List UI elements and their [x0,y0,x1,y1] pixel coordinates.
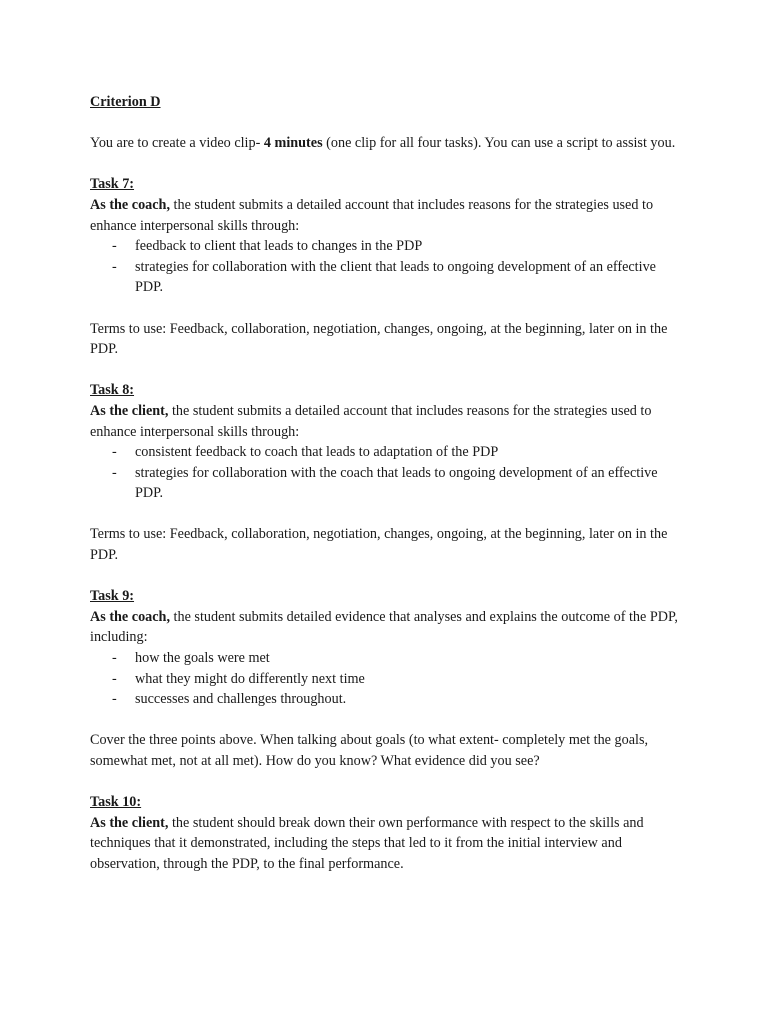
task-description-text: the student should break down their own performance with respect to the skills and techniques that it demonstrated, including the steps that led to it from the initial interview and observation, through the PDP, to the final performance. [90,814,644,872]
list-item [90,236,680,257]
task-role: As the client, [90,402,169,419]
task-description-text: the student submits a detailed account that includes reasons for the strategies used to enhance interpersonal skills through: [90,402,652,440]
list-item [90,669,680,690]
list-item-text: strategies for collaboration with the client that leads to ongoing development of an effective PDP. [135,258,656,296]
dash-marker: - [112,464,117,481]
task-note: Terms to use: Feedback, collaboration, negotiation, changes, ongoing, at the beginning, later on in the PDP. [90,320,668,358]
dash-marker: - [112,238,117,255]
task-description-text: the student submits detailed evidence that analyses and explains the outcome of the PDP, including: [90,608,678,646]
intro-duration: 4 minutes [263,135,323,152]
task-description [90,607,680,648]
dash-marker: - [112,444,117,461]
intro-text-start: You are to create a video clip- [90,135,264,152]
list-item-text: how the goals were met [135,650,270,667]
list-item [90,689,680,710]
list-item [90,648,680,669]
list-item-text: what they might do differently next time [135,670,365,687]
dash-marker: - [112,258,117,275]
document-page [90,92,680,895]
list-item [90,257,680,298]
dash-marker: - [112,691,117,708]
task-section-10 [90,792,680,874]
task-note: Terms to use: Feedback, collaboration, negotiation, changes, ongoing, at the beginning, later on in the PDP. [90,526,668,564]
task-section-7 [90,174,680,298]
task-description [90,401,680,442]
task-title: Task 8: [90,382,135,399]
list-item-text: strategies for collaboration with the coach that leads to ongoing development of an effective PDP. [135,464,658,502]
task-bullet-list [90,648,680,710]
task-title: Task 9: [90,588,135,605]
task-description [90,813,680,875]
task-section-9 [90,586,680,710]
document-heading: Criterion D [90,94,161,110]
list-item-text: consistent feedback to coach that leads to adaptation of the PDP [135,444,499,461]
dash-marker: - [112,650,117,667]
intro-paragraph [90,133,680,154]
task-title: Task 7: [90,176,135,193]
task-bullet-list [90,442,680,504]
intro-text-end: (one clip for all four tasks). You can use a script to assist you. [322,135,676,152]
task-bullet-list [90,236,680,298]
task-section-8 [90,380,680,504]
list-item [90,463,680,504]
dash-marker: - [112,670,117,687]
task-role: As the coach, [90,608,170,625]
task-title: Task 10: [90,794,142,811]
list-item-text: feedback to client that leads to changes in the PDP [135,238,423,255]
task-note: Cover the three points above. When talking about goals (to what extent- completely met the goals, somewhat met, not at all met). How do you know? What evidence did you see? [90,732,649,769]
list-item [90,442,680,463]
task-role: As the coach, [90,196,170,213]
list-item-text: successes and challenges throughout. [135,691,347,708]
task-role: As the client, [90,814,169,831]
task-description-text: the student submits a detailed account that includes reasons for the strategies used to enhance interpersonal skills through: [90,196,654,234]
task-description [90,195,680,236]
